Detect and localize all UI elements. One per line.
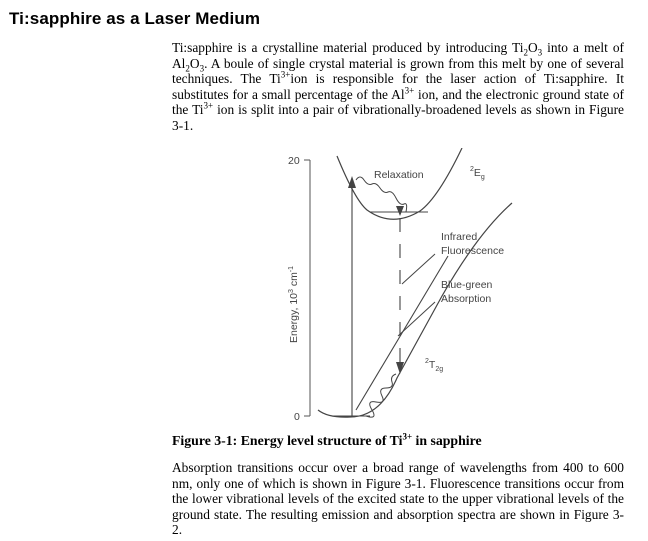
energy-level-diagram (270, 148, 530, 433)
ir-fluorescence-leader (402, 254, 435, 284)
intro-paragraph: Ti:sapphire is a crystalline material produced by introducing $Ti_2O_3$ into a melt of $Al_2O_3$. A boule of single crystal material is grown from this melt by one of several techniques. The $Ti^{3+}ion$ is responsible for the laser action of Ti:sapphire. It substitutes for a small percentage of the $Al^{3+}$ ion, and the electronic ground state of the $Ti^{3+}$ ion is split into a pair of vibrationally-broadened levels as shown in Figure 3-1. (172, 40, 624, 133)
figure-caption: Figure 3-1: Energy level structure of $Ti^{3+}$ in sapphire (172, 431, 482, 448)
absorption-label-line2: Absorption (441, 293, 492, 305)
lower-state-label: $^2T_{2g}$ (425, 358, 444, 373)
lower-relaxation-wavy-arrow (366, 374, 396, 417)
relaxation-arrow-head (396, 206, 404, 216)
y-axis-label: Energy, $10^3$ $cm^{-1}$ (288, 265, 300, 343)
lower-state-curve (318, 203, 512, 417)
page-title: Ti:sapphire as a Laser Medium (9, 9, 261, 28)
ir-fluorescence-label-line1: Infrared (441, 231, 478, 243)
absorption-paragraph: Absorption transitions occur over a broad range of wavelengths from 400 to 600 nm, only one of which is shown in Figure 3-1. Fluorescence transitions occur from the lower vibrational levels of the excited state to the upper vibrational levels of the ground state. The resulting emission and absorption spectra are shown in Figure 3-2. (172, 460, 624, 538)
ir-fluorescence-label-line2: Fluorescence (441, 245, 505, 257)
relaxation-label: Relaxation (374, 169, 424, 181)
upper-state-label: $^2E_g$ (470, 166, 485, 181)
tick-label-bottom: 0 (294, 411, 300, 423)
absorption-label-line1: Blue-green (441, 279, 493, 291)
tick-label-top: 20 (288, 155, 300, 167)
